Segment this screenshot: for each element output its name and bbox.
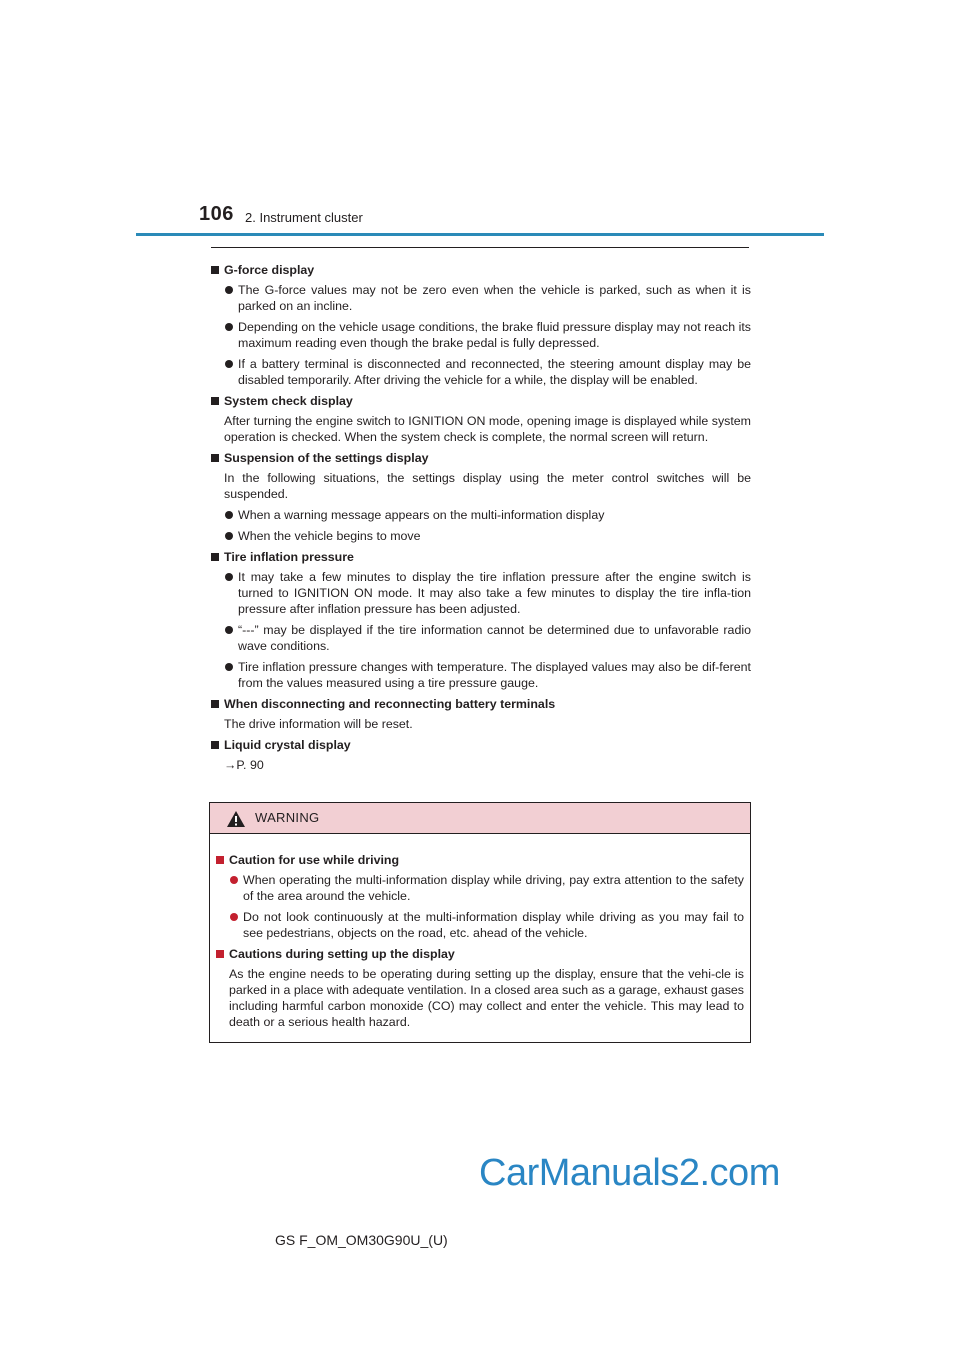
- warning-title: WARNING: [255, 810, 320, 825]
- heading-text: Cautions during setting up the display: [229, 947, 455, 961]
- list-item: [211, 528, 751, 544]
- square-bullet-icon: [216, 950, 224, 958]
- circle-bullet-icon: [230, 876, 238, 884]
- list-item-text: Tire inflation pressure changes with temperature. The displayed values may also be dif-ferent from the values measured using a tire pressure gauge.: [238, 660, 751, 690]
- list-item-text: If a battery terminal is disconnected and reconnected, the steering amount display may be disabled temporarily. After driving the vehicle for a while, the display will be enabled.: [238, 357, 751, 387]
- page-reference-link[interactable]: →P. 90: [224, 758, 264, 772]
- circle-bullet-icon: [225, 663, 233, 671]
- section-heading-gforce: [211, 262, 751, 278]
- warning-header: [210, 803, 750, 834]
- list-item: [211, 507, 751, 523]
- list-item-text: The G-force values may not be zero even when the vehicle is parked, such as when it is parked on an incline.: [238, 283, 751, 313]
- footer-code: GS F_OM_OM30G90U_(U): [275, 1232, 448, 1248]
- warning-body: [210, 834, 750, 1030]
- warning-heading-driving: [216, 852, 744, 868]
- warning-box: [209, 802, 751, 1043]
- warning-heading-setup: [216, 946, 744, 962]
- list-item: [211, 569, 751, 617]
- heading-text: Liquid crystal display: [224, 738, 351, 752]
- section-heading-suspension: [211, 450, 751, 466]
- circle-bullet-icon: [225, 511, 233, 519]
- circle-bullet-icon: [225, 626, 233, 634]
- paragraph: As the engine needs to be operating during setting up the display, ensure that the vehi-cle is parked in a place with adequate ventilation. In a closed area such as a garage, exhaust gases including harmful carbon monoxide (CO) may collect and enter the vehicle. This may lead to death or a serious health hazard.: [229, 967, 744, 1029]
- list-item: [211, 356, 751, 388]
- watermark: CarManuals2.com: [479, 1152, 780, 1194]
- list-item-text: “---” may be displayed if the tire information cannot be determined due to unfavorable radio wave conditions.: [238, 623, 751, 653]
- list-item: [211, 659, 751, 691]
- list-item-text: It may take a few minutes to display the tire inflation pressure after the engine switch is turned to IGNITION ON mode. It may also take a few minutes to display the tire infla-tion pressure after inflation pressure has been adjusted.: [238, 570, 751, 616]
- list-item-text: Do not look continuously at the multi-information display while driving as you may fail to see pedestrians, objects on the road, etc. ahead of the vehicle.: [243, 910, 744, 940]
- list-item-text: When the vehicle begins to move: [238, 529, 421, 543]
- paragraph: After turning the engine switch to IGNITION ON mode, opening image is displayed while system operation is checked. When the system check is complete, the normal screen will return.: [224, 414, 751, 444]
- paragraph: In the following situations, the settings display using the meter control switches will be suspended.: [224, 471, 751, 501]
- section-heading-lcd: [211, 737, 751, 753]
- heading-text: G-force display: [224, 263, 315, 277]
- list-item: [211, 282, 751, 314]
- page-number: 106: [199, 203, 234, 225]
- section-heading-tire: [211, 549, 751, 565]
- circle-bullet-icon: [225, 323, 233, 331]
- heading-text: Tire inflation pressure: [224, 550, 354, 564]
- square-bullet-icon: [211, 397, 219, 405]
- square-bullet-icon: [211, 553, 219, 561]
- list-item: [211, 319, 751, 351]
- section-rule: [211, 247, 749, 248]
- section-heading-system-check: [211, 393, 751, 409]
- circle-bullet-icon: [225, 360, 233, 368]
- square-bullet-icon: [216, 856, 224, 864]
- list-item: [216, 872, 744, 904]
- warning-triangle-icon: [226, 810, 246, 828]
- list-item: [216, 909, 744, 941]
- square-bullet-icon: [211, 741, 219, 749]
- heading-text: Suspension of the settings display: [224, 451, 429, 465]
- list-item-text: Depending on the vehicle usage conditions, the brake fluid pressure display may not reach its maximum reading even though the brake pedal is fully depressed.: [238, 320, 751, 350]
- heading-text: Caution for use while driving: [229, 853, 400, 867]
- chapter-title: 2. Instrument cluster: [245, 210, 363, 225]
- circle-bullet-icon: [230, 913, 238, 921]
- list-item: [211, 622, 751, 654]
- circle-bullet-icon: [225, 573, 233, 581]
- section-heading-battery: [211, 696, 751, 712]
- circle-bullet-icon: [225, 286, 233, 294]
- header-rule: [136, 233, 824, 236]
- main-content: [211, 258, 751, 778]
- list-item-text: When a warning message appears on the multi-information display: [238, 508, 605, 522]
- heading-text: When disconnecting and reconnecting battery terminals: [224, 697, 556, 711]
- square-bullet-icon: [211, 700, 219, 708]
- circle-bullet-icon: [225, 532, 233, 540]
- list-item-text: When operating the multi-information display while driving, pay extra attention to the safety of the area around the vehicle.: [243, 873, 744, 903]
- square-bullet-icon: [211, 454, 219, 462]
- heading-text: System check display: [224, 394, 353, 408]
- square-bullet-icon: [211, 266, 219, 274]
- paragraph: The drive information will be reset.: [224, 717, 413, 731]
